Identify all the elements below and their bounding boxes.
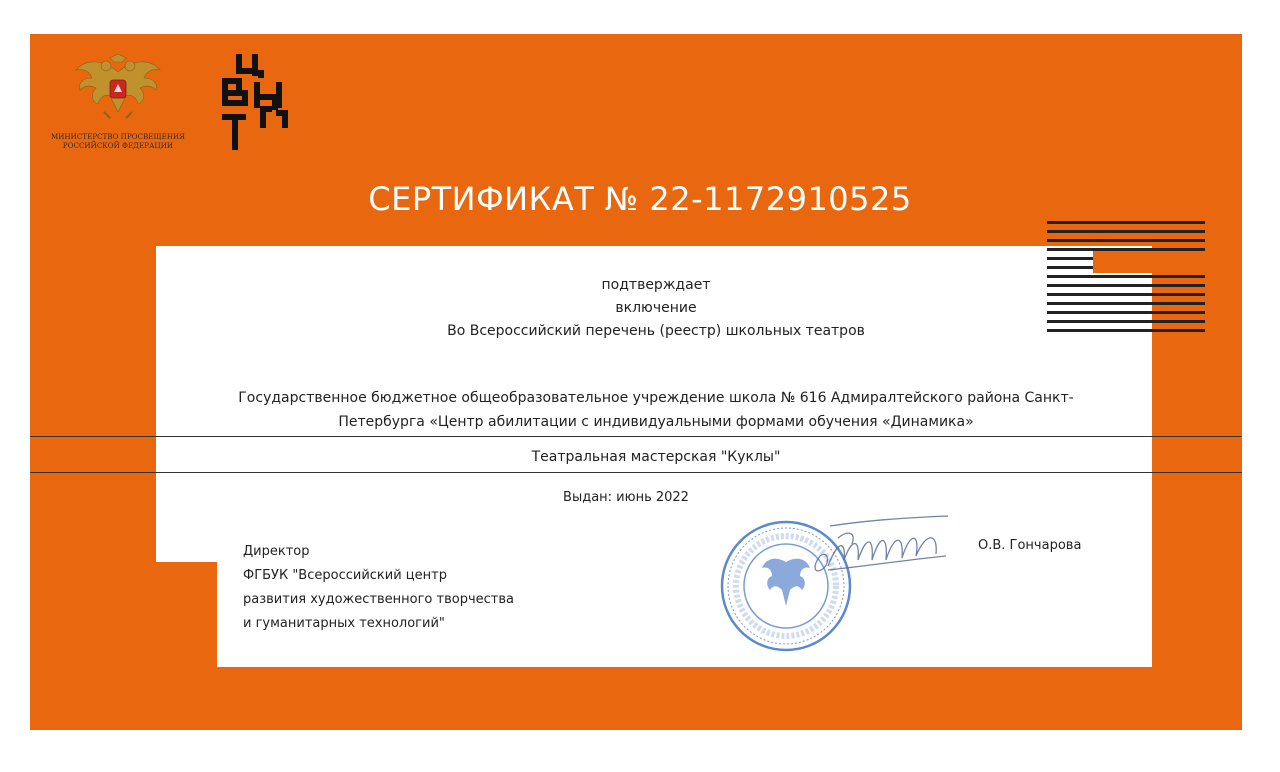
official-stamp bbox=[716, 510, 956, 658]
organization-name bbox=[160, 386, 1152, 434]
organization-line-1: Государственное бюджетное общеобразовательное учреждение школа № 616 Адмиралтейского района Санкт- bbox=[238, 390, 1074, 406]
ministry-name bbox=[44, 133, 192, 151]
director-org-line-2: развития художественного творчества bbox=[243, 592, 514, 607]
signer-name: О.В. Гончарова bbox=[978, 538, 1082, 553]
vcuk-logo-icon bbox=[220, 54, 296, 152]
theatre-name: Театральная мастерская "Куклы" bbox=[531, 449, 781, 465]
director-title: Директор bbox=[243, 544, 310, 559]
organization-line-2: Петербурга «Центр абилитации с индивидуальными формами обучения «Динамика» bbox=[338, 414, 974, 430]
confirmation-text bbox=[160, 274, 1152, 343]
coat-of-arms-icon bbox=[74, 52, 162, 124]
issue-date: Выдан: июнь 2022 bbox=[563, 490, 689, 505]
confirm-line-2: включение bbox=[615, 300, 697, 316]
divider-bottom bbox=[30, 472, 1242, 473]
director-org-line-1: ФГБУК "Всероссийский центр bbox=[243, 568, 447, 583]
divider-top bbox=[30, 436, 1242, 437]
director-org-line-3: и гуманитарных технологий" bbox=[243, 616, 445, 631]
ministry-line-1: МИНИСТЕРСТВО ПРОСВЕЩЕНИЯ bbox=[51, 133, 185, 141]
certificate-title: СЕРТИФИКАТ № 22-1172910525 bbox=[368, 180, 912, 218]
confirm-line-1: подтверждает bbox=[601, 277, 711, 293]
registry-name: Во Всероссийский перечень (реестр) школьных театров bbox=[447, 323, 865, 339]
ministry-line-2: РОССИЙСКОЙ ФЕДЕРАЦИИ bbox=[62, 142, 174, 150]
director-block bbox=[243, 540, 514, 636]
